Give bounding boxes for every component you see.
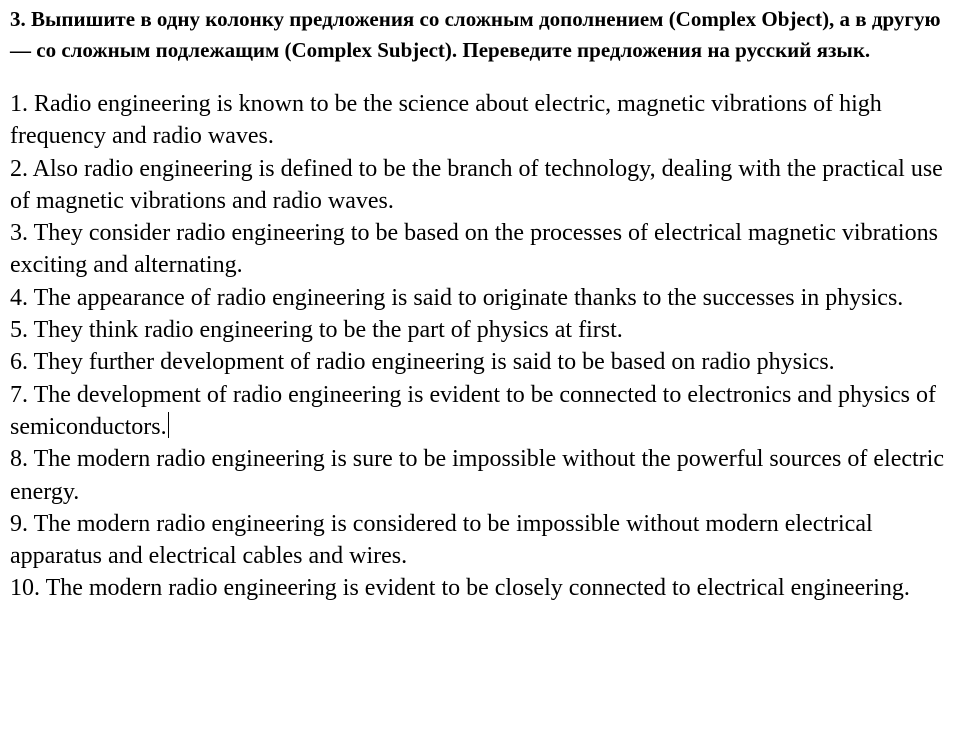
sentence-5 [10,314,946,346]
text-caret [168,412,169,438]
sentence-4 [10,282,946,314]
sentence-6 [10,346,946,378]
sentence-2-text: 2. Also radio engineering is defined to be the branch of technology, dealing with the practical use of magnetic vibrations and radio waves. [10,155,943,214]
sentence-9 [10,508,946,573]
task-heading: 3. Выпишите в одну колонку предложения со сложным дополнением (Complex Object), а в другую — со сложным подлежащим (Complex Subject). Переведите предложения на русский язык. [10,7,941,62]
sentence-5-text: 5. They think radio engineering to be the part of physics at first. [10,317,623,344]
sentence-7-text: 7. The development of radio engineering is evident to be connected to electronics and physics of semiconductors. [10,381,936,440]
sentence-10 [10,572,946,604]
sentence-4-text: 4. The appearance of radio engineering is said to originate thanks to the successes in physics. [10,284,904,311]
sentence-7 [10,379,946,444]
sentence-1 [10,88,946,153]
sentence-1-text: 1. Radio engineering is known to be the science about electric, magnetic vibrations of high frequency and radio waves. [10,91,882,150]
document-page [10,4,946,605]
sentence-6-text: 6. They further development of radio engineering is said to be based on radio physics. [10,349,835,376]
sentence-8-text: 8. The modern radio engineering is sure to be impossible without the powerful sources of electric energy. [10,446,944,505]
sentence-list [10,88,946,605]
sentence-9-text: 9. The modern radio engineering is considered to be impossible without modern electrical apparatus and electrical cables and wires. [10,510,873,570]
sentence-3-text: 3. They consider radio engineering to be based on the processes of electrical magnetic vibrations exciting and alternating. [10,220,938,279]
sentence-10-text: 10. The modern radio engineering is evident to be closely connected to electrical engineering. [10,575,910,602]
sentence-8 [10,443,946,508]
sentence-2 [10,153,946,218]
sentence-3 [10,217,946,282]
